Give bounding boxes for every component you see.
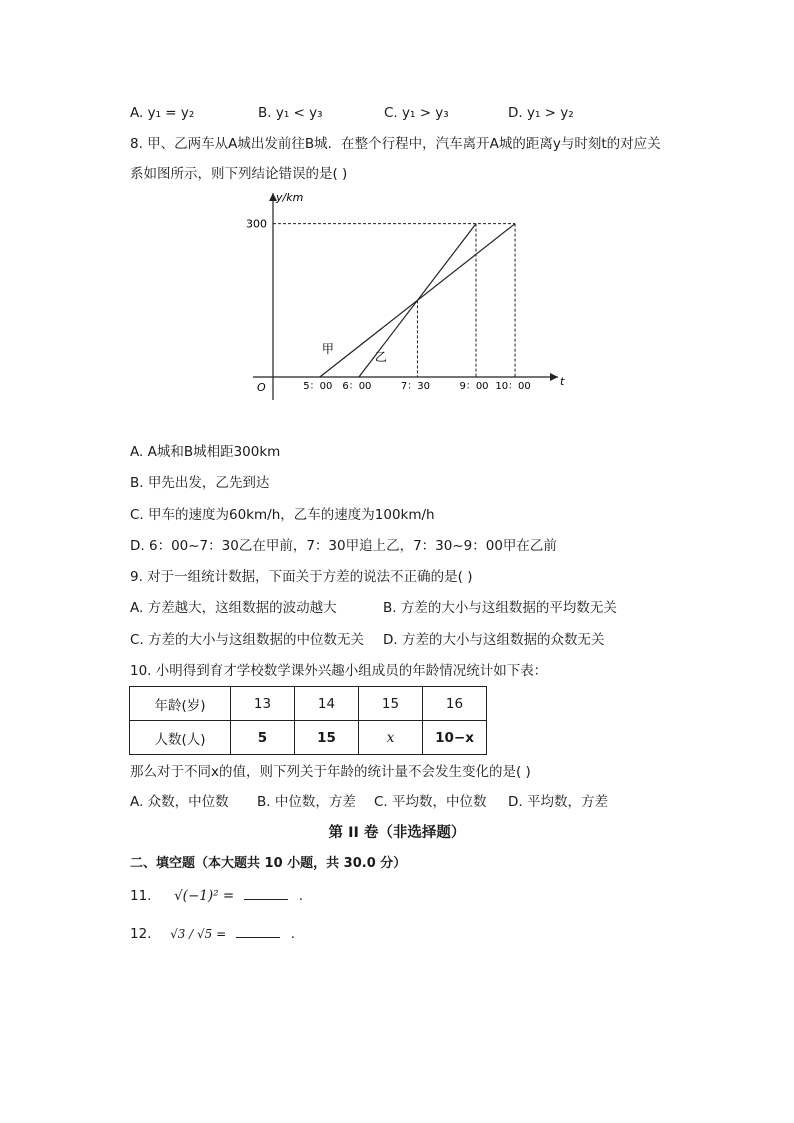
q11 (130, 886, 303, 906)
q8-option-d: D. 6：00~7：30乙在甲前，7：30甲追上乙，7：30~9：00甲在乙前 (130, 538, 557, 554)
x-tick-label: 5：00 (303, 381, 333, 392)
q8-stem-line1: 8. 甲、乙两车从A城出发前往B城．在整个行程中，汽车离开A城的距离y与时刻t的对应关 (130, 136, 661, 152)
q8-chart (240, 185, 570, 400)
x-axis-label: t (560, 375, 565, 388)
table-row (130, 687, 487, 721)
y-tick-label: 300 (246, 217, 267, 231)
section2-heading: 二、填空题（本大题共 10 小题，共 30.0 分） (130, 856, 407, 871)
q9-stem: 9. 对于一组统计数据，下面关于方差的说法不正确的是( ) (130, 569, 473, 585)
origin-label: O (257, 381, 266, 394)
y-axis-label: y/km (276, 191, 304, 204)
table-cell: 15 (359, 687, 423, 721)
table-cell: 16 (423, 687, 487, 721)
q12-number: 12. (130, 926, 152, 942)
q10-stem: 10. 小明得到育才学校数学课外兴趣小组成员的年龄情况统计如下表： (130, 663, 548, 679)
x-tick-label: 7：30 (400, 381, 430, 392)
q7-option-c: C. y₁ > y₃ (384, 105, 449, 121)
table-cell: 14 (295, 687, 359, 721)
q11-answer-blank[interactable] (244, 887, 288, 900)
q10-question: 那么对于不同x的值，则下列关于年龄的统计量不会发生变化的是( ) (130, 764, 531, 780)
q12-period: . (290, 926, 296, 942)
table-cell: 13 (231, 687, 295, 721)
series-label-1: 甲 (321, 342, 334, 356)
q11-number: 11. (130, 888, 152, 904)
q12 (130, 924, 295, 944)
q10-option-c: C. 平均数，中位数 (374, 794, 487, 810)
series-label-2: 乙 (374, 350, 387, 364)
x-tick-label: 6：00 (342, 381, 372, 392)
x-tick-label: 9：00 (459, 381, 489, 392)
q8-stem-line2: 系如图所示，则下列结论错误的是( ) (130, 166, 348, 182)
q7-option-a: A. y₁ = y₂ (130, 105, 195, 121)
q11-period: . (298, 888, 304, 904)
table-cell: 人数(人) (130, 721, 231, 755)
table-cell: 15 (295, 721, 359, 755)
q9-option-d: D. 方差的大小与这组数据的众数无关 (383, 632, 605, 648)
x-tick-label: 10：00 (495, 381, 531, 392)
q7-option-d: D. y₁ > y₂ (508, 105, 574, 121)
part2-title: 第 II 卷（非选择题） (328, 825, 466, 841)
table-cell: x (359, 721, 423, 755)
q10-option-b: B. 中位数，方差 (257, 794, 356, 810)
q8-option-a: A. A城和B城相距300km (130, 444, 281, 460)
q12-answer-blank[interactable] (236, 925, 280, 938)
q9-option-b: B. 方差的大小与这组数据的平均数无关 (383, 600, 617, 616)
table-row (130, 721, 487, 755)
table-cell: 年龄(岁) (130, 687, 231, 721)
table-cell: 5 (231, 721, 295, 755)
q10-age-table (129, 686, 487, 755)
q10-option-d: D. 平均数，方差 (508, 794, 608, 810)
q9-option-a: A. 方差越大，这组数据的波动越大 (130, 600, 337, 616)
x-axis-arrow (550, 373, 558, 381)
q10-option-a: A. 众数，中位数 (130, 794, 229, 810)
q8-option-b: B. 甲先出发，乙先到达 (130, 475, 270, 491)
q8-option-c: C. 甲车的速度为60km/h，乙车的速度为100km/h (130, 507, 435, 523)
q7-option-b: B. y₁ < y₃ (258, 105, 323, 121)
q12-expression: √3 / √5 = (170, 927, 227, 941)
q11-expression: √(−1)² = (174, 888, 235, 904)
q9-option-c: C. 方差的大小与这组数据的中位数无关 (130, 632, 365, 648)
table-cell: 10−x (423, 721, 487, 755)
